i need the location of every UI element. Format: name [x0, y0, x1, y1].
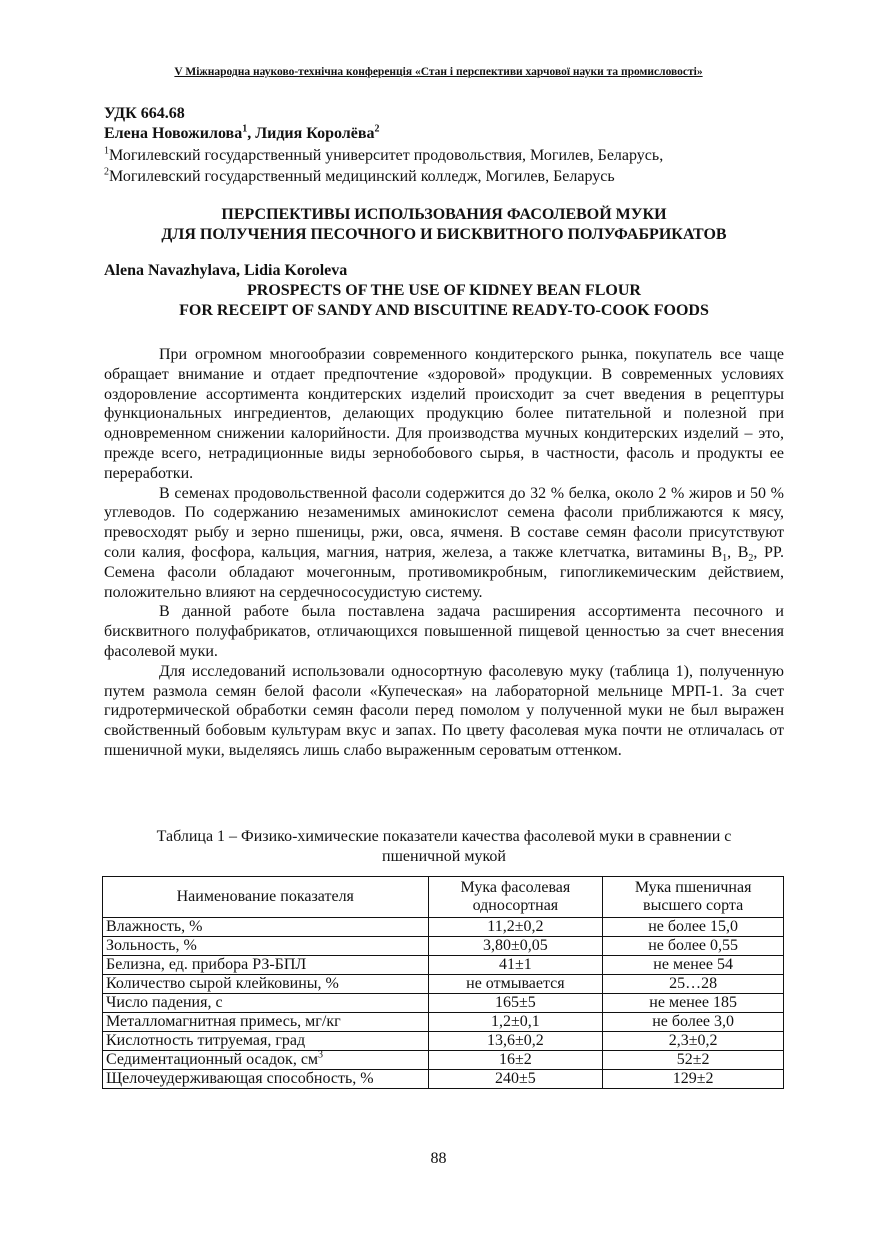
indicator-name: Число падения, с: [103, 994, 429, 1013]
table-header-row: [103, 877, 784, 918]
table-row: [103, 1032, 784, 1051]
affiliation: [104, 145, 784, 166]
bean-flour-value: 11,2±0,2: [428, 918, 603, 937]
indicator-name: Количество сырой клейковины, %: [103, 975, 429, 994]
affil-mark: 1: [104, 145, 109, 157]
table-row: [103, 994, 784, 1013]
body-text: [104, 345, 784, 761]
indicator-name: Седиментационный осадок, $см^3$: [103, 1051, 429, 1070]
affil-mark: 2: [104, 166, 109, 178]
wheat-flour-value: 25…28: [603, 975, 784, 994]
subscript: 2: [748, 553, 754, 565]
subscript: 1: [722, 553, 728, 565]
bean-flour-value: 13,6±0,2: [428, 1032, 603, 1051]
conference-name: V Міжнародна науково-технічна конференція «Стан і перспективи харчової науки та промисловості»: [174, 66, 703, 78]
bean-flour-value: 41±1: [428, 956, 603, 975]
title-ru-line: ДЛЯ ПОЛУЧЕНИЯ ПЕСОЧНОГО И БИСКВИТНОГО ПОЛУФАБРИКАТОВ: [161, 226, 727, 243]
indicator-name: Металломагнитная примесь, мг/кг: [103, 1013, 429, 1032]
caption-line: пшеничной мукой: [382, 848, 506, 865]
indicator-name: Влажность, %: [103, 918, 429, 937]
indicator-name: Щелочеудерживающая способность, %: [103, 1070, 429, 1089]
affil-text: Могилевский государственный медицинский колледж, Могилев, Беларусь: [109, 168, 615, 185]
affil-text: Могилевский государственный университет продовольствия, Могилев, Беларусь,: [109, 147, 664, 164]
udk-code: УДК 664.68: [104, 105, 185, 122]
title-ru: [104, 205, 784, 245]
bean-flour-value: 16±2: [428, 1051, 603, 1070]
header-indicator: Наименование показателя: [103, 877, 429, 918]
wheat-flour-value: 52±2: [603, 1051, 784, 1070]
paragraph: Для исследований использовали односортную фасолевую муку (таблица 1), полученную путем размола семян белой фасоли «Купеческая» на лабораторной мельнице МРП-1. За счет гидротермической обработки семян фасоли перед помолом у полученной муки не был выражен свойственный бобовым культурам вкус и запах. По цвету фасолевая мука почти не отличалась от пшеничной муки, выделяясь лишь слабо выраженным сероватым оттенком.: [104, 662, 784, 759]
table-row: [103, 975, 784, 994]
unit-superscript: 3: [318, 1049, 324, 1061]
wheat-flour-value: не менее 54: [603, 956, 784, 975]
authors-ru: Елена Новожилова$^1$, Лидия Королёва$^2$: [104, 123, 380, 142]
indicator-name: Кислотность титруемая, град: [103, 1032, 429, 1051]
author-name: Елена Новожилова: [104, 125, 243, 142]
author-affil-mark: 2: [374, 123, 380, 135]
running-header: [0, 66, 877, 78]
affiliation: [104, 166, 784, 187]
table-row: [103, 918, 784, 937]
header-bean-flour: Мука фасолевая односортная: [428, 877, 603, 918]
paragraph-text: , PP. Семена фасоли обладают мочегонным, противомикробным, гипогликемическим действием, положительно влияют на сердечнососудистую систему.: [104, 543, 785, 601]
table-row: [103, 937, 784, 956]
table-row: [103, 956, 784, 975]
bean-flour-value: 3,80±0,05: [428, 937, 603, 956]
wheat-flour-value: не более 15,0: [603, 918, 784, 937]
bean-flour-value: 240±5: [428, 1070, 603, 1089]
bean-flour-value: 1,2±0,1: [428, 1013, 603, 1032]
wheat-flour-value: не более 0,55: [603, 937, 784, 956]
indicator-name: Зольность, %: [103, 937, 429, 956]
table-row: [103, 1070, 784, 1089]
wheat-flour-value: 129±2: [603, 1070, 784, 1089]
title-en-line: PROSPECTS OF THE USE OF KIDNEY BEAN FLOUR: [247, 282, 641, 299]
table-row: [103, 1051, 784, 1070]
table-caption: [104, 827, 784, 867]
authors-en: Alena Navazhylava, Lidia Koroleva: [104, 262, 348, 279]
quality-indicators-table: [102, 876, 784, 1089]
paragraph-text: , B: [727, 543, 749, 561]
title-en-line: FOR RECEIPT OF SANDY AND BISCUITINE READY-TO-COOK FOODS: [179, 302, 709, 319]
caption-line: Таблица 1 – Физико-химические показатели качества фасолевой муки в сравнении с: [156, 828, 732, 845]
paragraph: При огромном многообразии современного кондитерского рынка, покупатель все чаще обращает внимание и отдает предпочтение «здоровой» продукции. В современных условиях оздоровление ассортимента кондитерских изделий происходит за счет введения в рецептуры функциональных ингредиентов, делающих продукцию более питательной и полезной при одновременном снижении калорийности. Для производства мучных кондитерских изделий – это, прежде всего, нетрадиционные виды зернобобового сырья, в частности, фасоль и продукты ее переработки.: [104, 346, 784, 482]
wheat-flour-value: не менее 185: [603, 994, 784, 1013]
table-row: [103, 1013, 784, 1032]
bean-flour-value: не отмывается: [428, 975, 603, 994]
wheat-flour-value: не более 3,0: [603, 1013, 784, 1032]
indicator-name: Белизна, ед. прибора РЗ-БПЛ: [103, 956, 429, 975]
bean-flour-value: 165±5: [428, 994, 603, 1013]
paragraph: В данной работе была поставлена задача расширения ассортимента песочного и бисквитного полуфабрикатов, отличающихся повышенной пищевой ценностью за счет внесения фасолевой муки.: [104, 603, 784, 660]
wheat-flour-value: 2,3±0,2: [603, 1032, 784, 1051]
author-affil-mark: 1: [242, 123, 248, 135]
title-ru-line: ПЕРСПЕКТИВЫ ИСПОЛЬЗОВАНИЯ ФАСОЛЕВОЙ МУКИ: [221, 206, 667, 223]
author-name: Лидия Королёва: [255, 125, 375, 142]
header-wheat-flour: Мука пшеничная высшего сорта: [603, 877, 784, 918]
title-en: [104, 281, 784, 321]
paragraph-text: В семенах продовольственной фасоли содержится до 32 % белка, около 2 % жиров и 50 % углеводов. По содержанию незаменимых аминокислот семена фасоли приближаются к мясу, превосходят рыбу и зерно пшеницы, ржи, овса, ячменя. В составе семян фасоли присутствуют соли калия, фосфора, кальция, магния, натрия, железа, а также клетчатка, витамины B: [104, 484, 784, 561]
paragraph: [104, 484, 784, 603]
page-number: 88: [430, 1150, 447, 1167]
